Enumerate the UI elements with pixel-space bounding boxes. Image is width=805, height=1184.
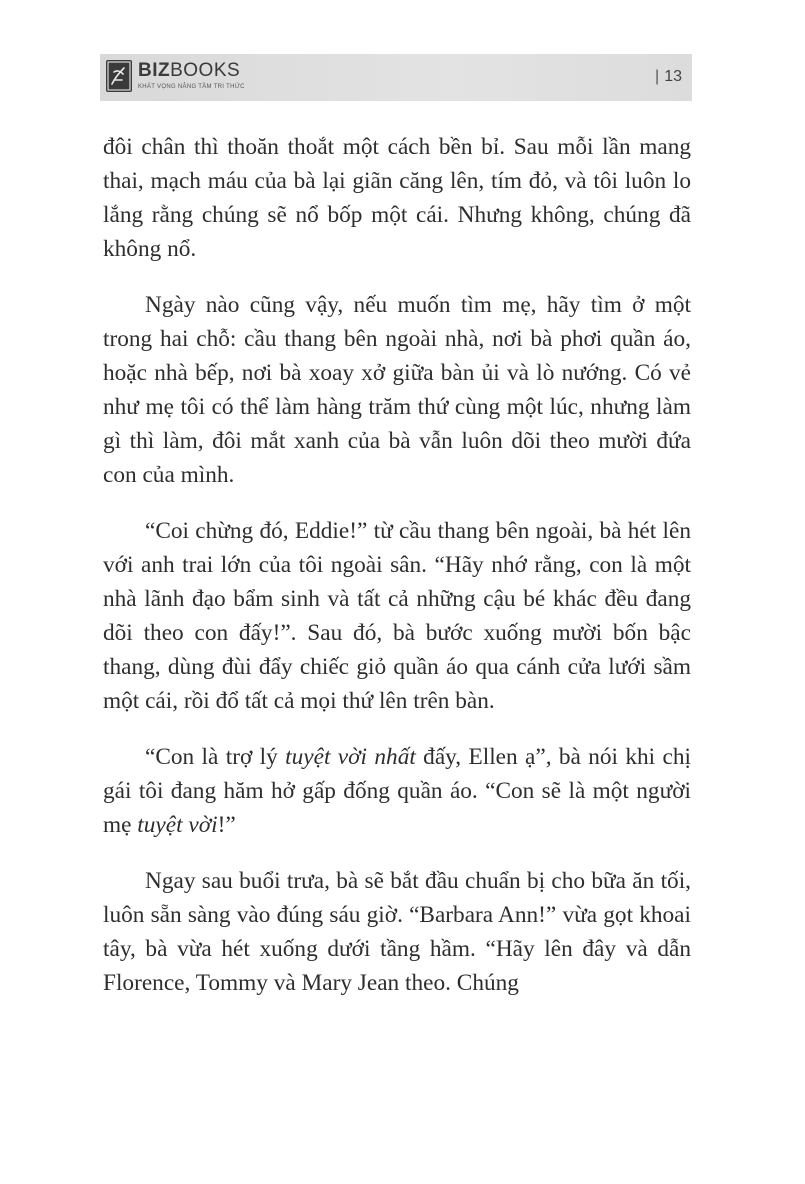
brand-name-bold: BIZ [138,60,171,81]
paragraph-4-italic-2: tuyệt vời [137,812,218,838]
page-number [655,67,682,87]
brand-tagline: KHÁT VỌNG NÂNG TẦM TRI THỨC [138,84,245,90]
running-header [100,54,692,101]
paragraph-4-part-1: “Con là trợ lý [145,744,286,770]
brand-name [138,60,240,82]
paragraph-3: “Coi chừng đó, Eddie!” từ cầu thang bên ngoài, bà hét lên với anh trai lớn của tôi ngoài sân. “Hãy nhớ rằng, con là một nhà lãnh đạo bẩm sinh và tất cả những cậu bé khác đều đang dõi theo con đấy!”. Sau đó, bà bước xuống mười bốn bậc thang, dùng đùi đẩy chiếc giỏ quần áo qua cánh cửa lưới sầm một cái, rồi đổ tất cả mọi thứ lên trên bàn. [103,518,691,714]
paragraph-5: Ngay sau buổi trưa, bà sẽ bắt đầu chuẩn bị cho bữa ăn tối, luôn sẵn sàng vào đúng sáu giờ. “Barbara Ann!” vừa gọt khoai tây, bà vừa hét xuống dưới tầng hầm. “Hãy lên đây và dẫn Florence, Tommy và Mary Jean theo. Chúng [103,868,691,996]
brand-name-rest: BOOKS [170,60,241,81]
bizbooks-logo-icon [106,60,132,92]
paragraph-4-part-2: đấy, Ellen ạ”, bà nói khi chị gái tôi đang hăm hở gấp đống quần áo. “Con sẽ là một người mẹ [103,744,691,838]
paragraph-4-italic-1: tuyệt vời nhất [285,744,416,770]
body-text [103,130,691,1022]
paragraph-4 [103,740,691,842]
paragraph-1: đôi chân thì thoăn thoắt một cách bền bỉ. Sau mỗi lần mang thai, mạch máu của bà lại giãn căng lên, tím đỏ, và tôi luôn lo lắng rằng chúng sẽ nổ bốp một cái. Nhưng không, chúng đã không nổ. [103,134,691,262]
page-number-separator: | [655,68,660,85]
paragraph-2: Ngày nào cũng vậy, nếu muốn tìm mẹ, hãy tìm ở một trong hai chỗ: cầu thang bên ngoài nhà, nơi bà phơi quần áo, hoặc nhà bếp, nơi bà xoay xở giữa bàn ủi và lò nướng. Có vẻ như mẹ tôi có thể làm hàng trăm thứ cùng một lúc, nhưng làm gì thì làm, đôi mắt xanh của bà vẫn luôn dõi theo mười đứa con của mình. [103,292,691,488]
page-number-value: 13 [664,68,682,85]
paragraph-4-part-3: !” [217,812,236,838]
